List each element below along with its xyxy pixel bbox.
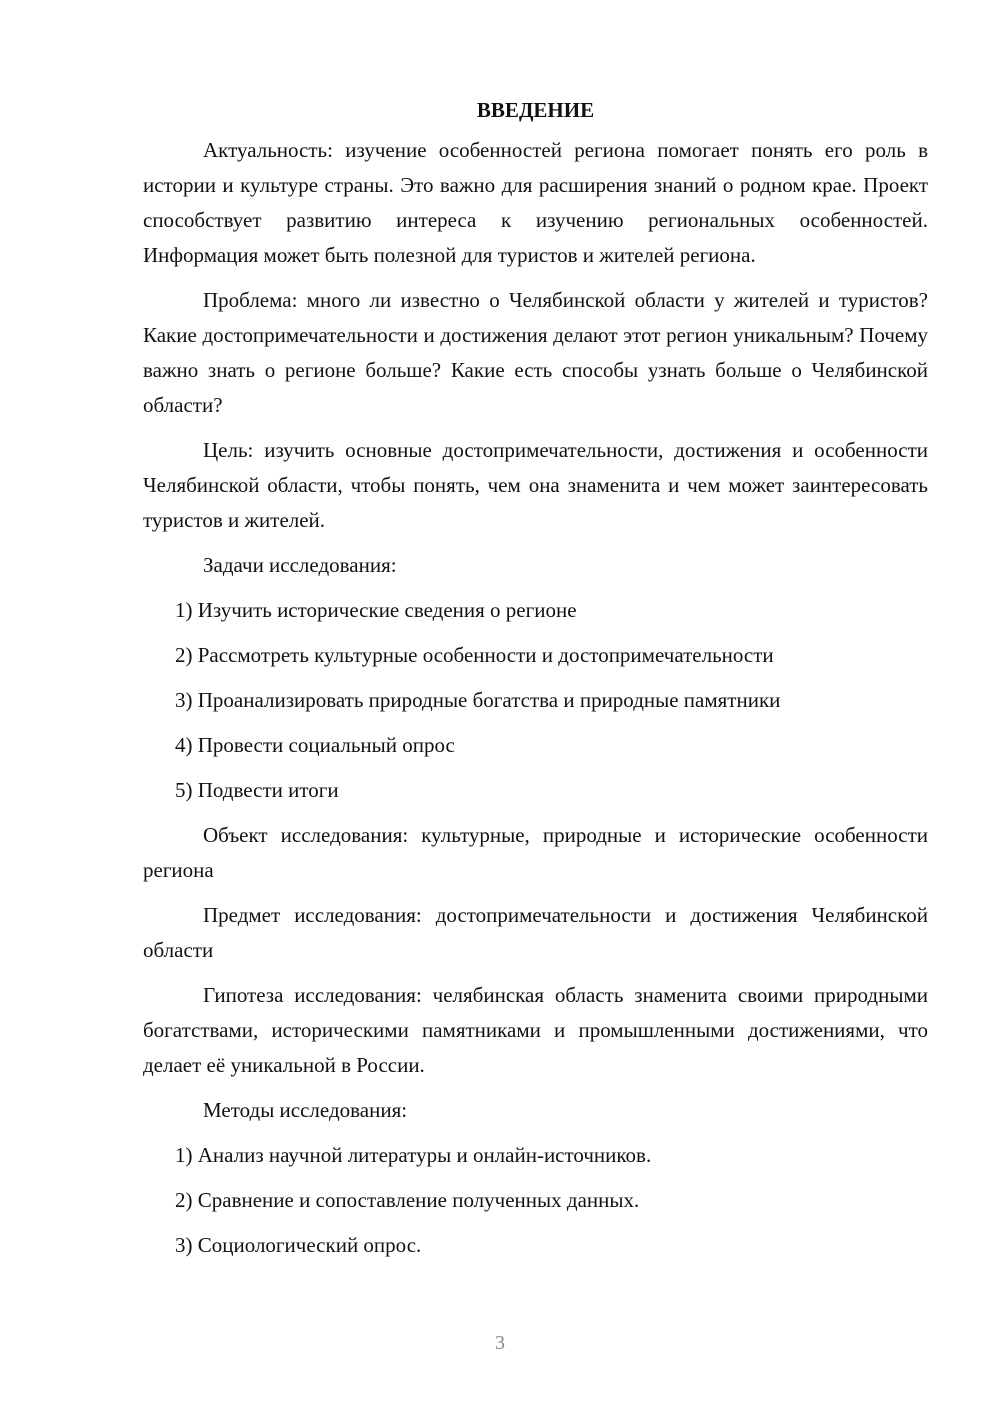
document-page — [143, 95, 928, 1273]
list-item: 4) Провести социальный опрос — [175, 733, 455, 757]
list-item: 2) Рассмотреть культурные особенности и достопримечательности — [175, 643, 774, 667]
page-number: 3 — [495, 1332, 505, 1354]
list-item: 3) Проанализировать природные богатства и природные памятники — [175, 688, 781, 712]
tasks-heading: Задачи исследования: — [203, 553, 397, 577]
methods-list — [143, 1138, 928, 1263]
hypothesis-paragraph: Гипотеза исследования: челябинская область знаменита своими природными богатствами, историческими памятниками и промышленными достижениями, что делает её уникальной в России. — [143, 983, 928, 1077]
object-paragraph: Объект исследования: культурные, природные и исторические особенности региона — [143, 823, 928, 882]
tasks-list — [143, 593, 928, 808]
subject-paragraph: Предмет исследования: достопримечательности и достижения Челябинской области — [143, 903, 928, 962]
goal-paragraph: Цель: изучить основные достопримечательности, достижения и особенности Челябинской области, чтобы понять, чем она знаменита и чем может заинтересовать туристов и жителей. — [143, 438, 928, 532]
list-item: 5) Подвести итоги — [175, 778, 339, 802]
list-item: 2) Сравнение и сопоставление полученных данных. — [175, 1188, 640, 1212]
problem-paragraph: Проблема: много ли известно о Челябинской области у жителей и туристов? Какие достопримечательности и достижения делают этот регион уникальным? Почему важно знать о регионе больше? Какие есть способы узнать больше о Челябинской области? — [143, 288, 928, 417]
page-title: ВВЕДЕНИЕ — [476, 98, 595, 122]
list-item: 1) Анализ научной литературы и онлайн-источников. — [175, 1143, 652, 1167]
list-item: 1) Изучить исторические сведения о регионе — [175, 598, 577, 622]
relevance-paragraph: Актуальность: изучение особенностей региона помогает понять его роль в истории и культуре страны. Это важно для расширения знаний о родном крае. Проект способствует развитию интереса к изучению региональных особенностей. Информация может быть полезной для туристов и жителей региона. — [143, 138, 928, 267]
methods-heading: Методы исследования: — [203, 1098, 408, 1122]
list-item: 3) Социологический опрос. — [175, 1233, 422, 1257]
